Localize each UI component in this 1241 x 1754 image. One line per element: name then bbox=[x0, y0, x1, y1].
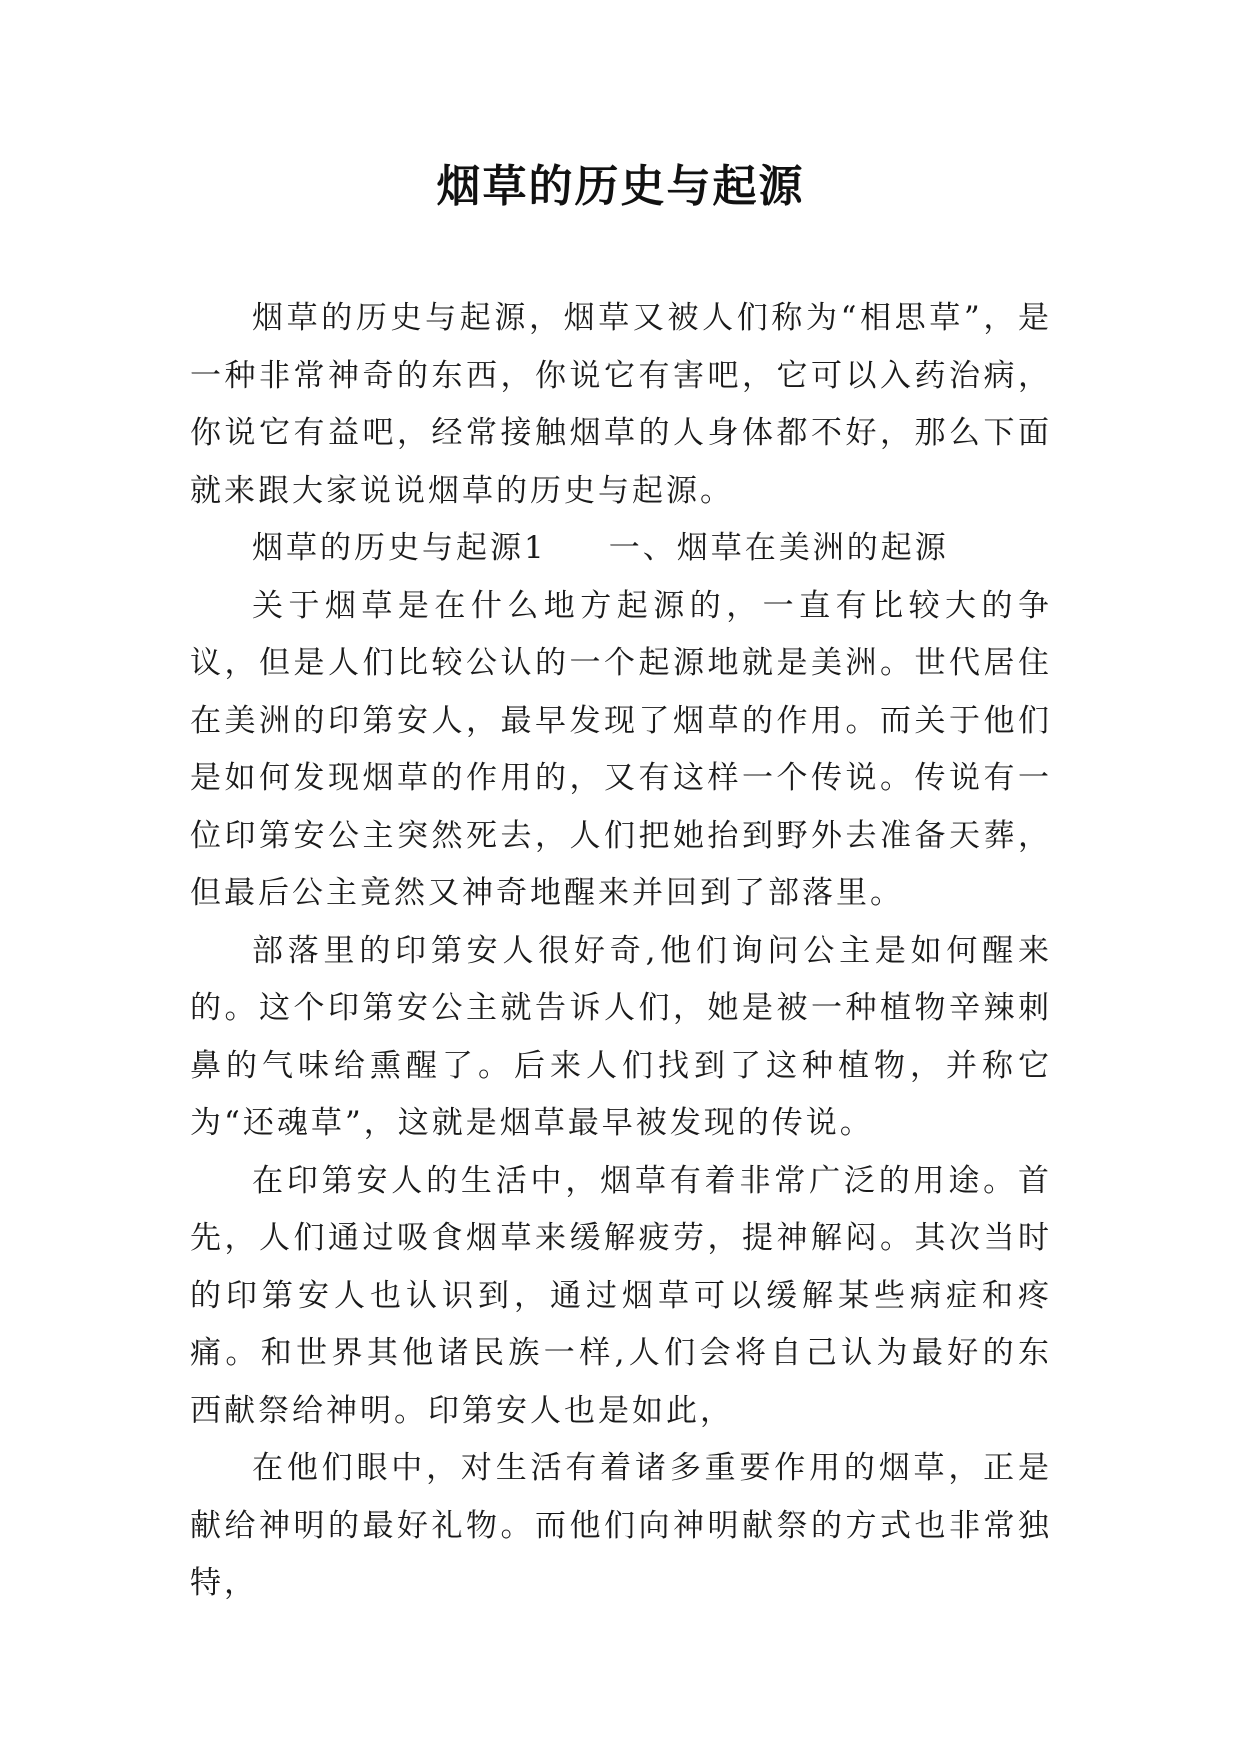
section-heading: 一、烟草在美洲的起源 bbox=[608, 530, 949, 566]
section-label: 烟草的历史与起源1 bbox=[252, 530, 547, 566]
document-title: 烟草的历史与起源 bbox=[436, 161, 805, 212]
intro-paragraph: 烟草的历史与起源，烟草又被人们称为“相思草”，是一种非常神奇的东西，你说它有害吧，它可以入药治病，你说它有益吧，经常接触烟草的人身体都不好，那么下面就来跟大家说说烟草的历史与起源。 bbox=[190, 300, 1052, 509]
body-paragraph: 在印第安人的生活中，烟草有着非常广泛的用途。首先，人们通过吸食烟草来缓解疲劳，提神解闷。其次当时的印第安人也认识到，通过烟草可以缓解某些病症和疼痛。和世界其他诸民族一样,人们会将自己认为最好的东西献祭给神明。印第安人也是如此， bbox=[190, 1162, 1052, 1429]
body-paragraph: 关于烟草是在什么地方起源的，一直有比较大的争议，但是人们比较公认的一个起源地就是美洲。世代居住在美洲的印第安人，最早发现了烟草的作用。而关于他们是如何发现烟草的作用的，又有这样一个传说。传说有一位印第安公主突然死去，人们把她抬到野外去准备天葬，但最后公主竟然又神奇地醒来并回到了部落里。 bbox=[190, 587, 1052, 911]
section-heading-line bbox=[190, 520, 1052, 578]
body-paragraph: 部落里的印第安人很好奇,他们询问公主是如何醒来的。这个印第安公主就告诉人们，她是被一种植物辛辣刺鼻的气味给熏醒了。后来人们找到了这种植物，并称它为“还魂草”，这就是烟草最早被发现的传说。 bbox=[190, 932, 1052, 1141]
body-paragraph: 在他们眼中，对生活有着诸多重要作用的烟草，正是献给神明的最好礼物。而他们向神明献祭的方式也非常独特， bbox=[190, 1450, 1052, 1601]
document-body bbox=[190, 290, 1052, 1613]
